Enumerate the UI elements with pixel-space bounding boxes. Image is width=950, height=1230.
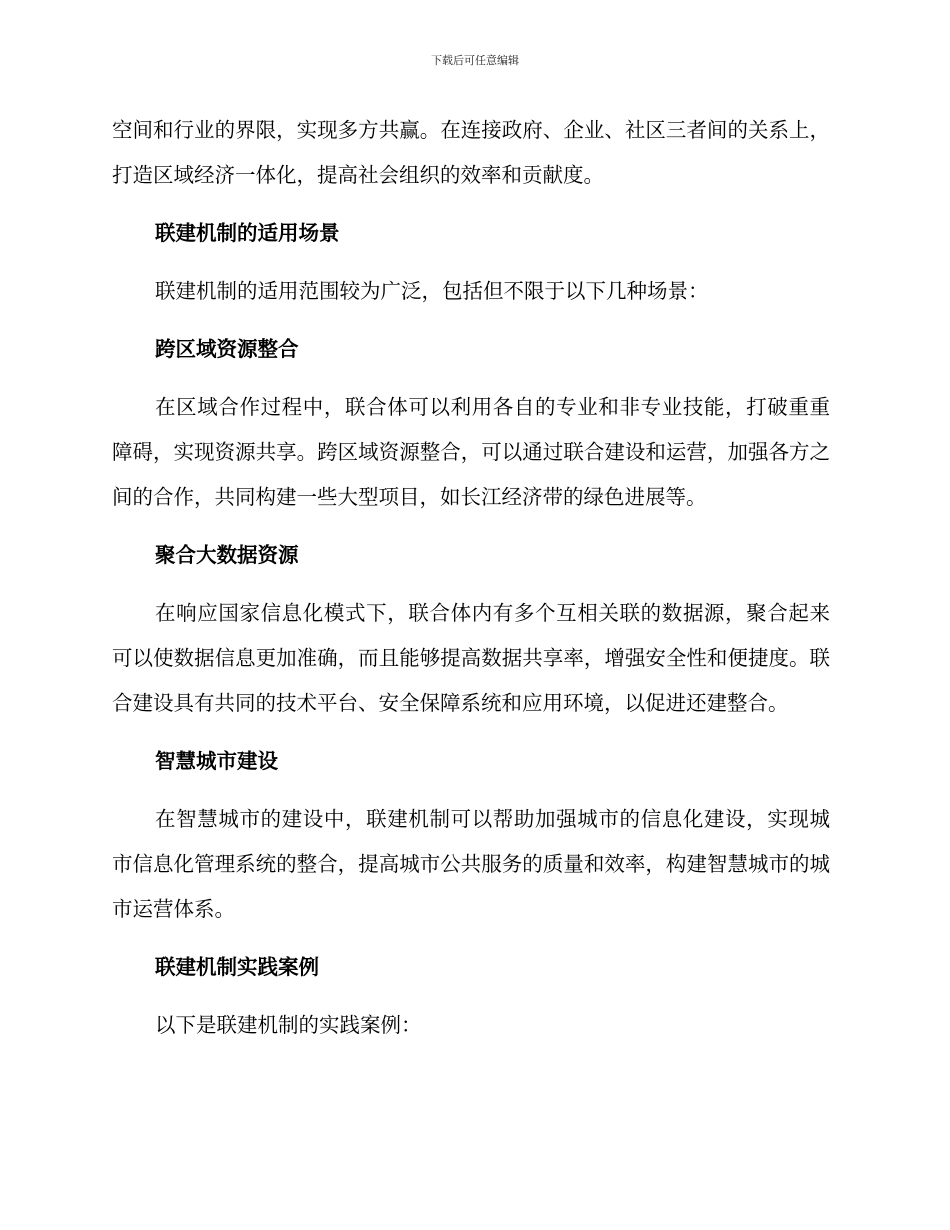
paragraph-cross-region-resources: 在区域合作过程中，联合体可以利用各自的专业和非专业技能，打破重重障碍，实现资源共享。跨区域资源整合，可以通过联合建设和运营，加强各方之间的合作，共同构建一些大型项目，如长江经济带的绿色进展等。 — [112, 395, 830, 509]
document-body — [112, 108, 830, 1048]
heading-smart-city: 智慧城市建设 — [155, 749, 278, 773]
heading-practice-cases: 联建机制实践案例 — [155, 955, 319, 979]
paragraph-smart-city: 在智慧城市的建设中，联建机制可以帮助加强城市的信息化建设，实现城市信息化管理系统的整合，提高城市公共服务的质量和效率，构建智慧城市的城市运营体系。 — [112, 807, 830, 921]
heading-applicable-scenarios: 联建机制的适用场景 — [155, 221, 340, 245]
heading-big-data-resources: 聚合大数据资源 — [155, 543, 299, 567]
paragraph-practice-cases: 以下是联建机制的实践案例： — [155, 1013, 422, 1037]
paragraph-big-data-resources: 在响应国家信息化模式下，联合体内有多个互相关联的数据源，聚合起来可以使数据信息更加准确，而且能够提高数据共享率，增强安全性和便捷度。联合建设具有共同的技术平台、安全保障系统和应用环境，以促进还建整合。 — [112, 601, 830, 715]
paragraph-applicable-scope: 联建机制的适用范围较为广泛，包括但不限于以下几种场景： — [155, 279, 709, 303]
paragraph-intro-continuation: 空间和行业的界限，实现多方共赢。在连接政府、企业、社区三者间的关系上，打造区域经济一体化，提高社会组织的效率和贡献度。 — [112, 118, 830, 187]
heading-cross-region-resources: 跨区域资源整合 — [155, 337, 299, 361]
page-header: 下载后可任意编辑 — [431, 54, 519, 67]
